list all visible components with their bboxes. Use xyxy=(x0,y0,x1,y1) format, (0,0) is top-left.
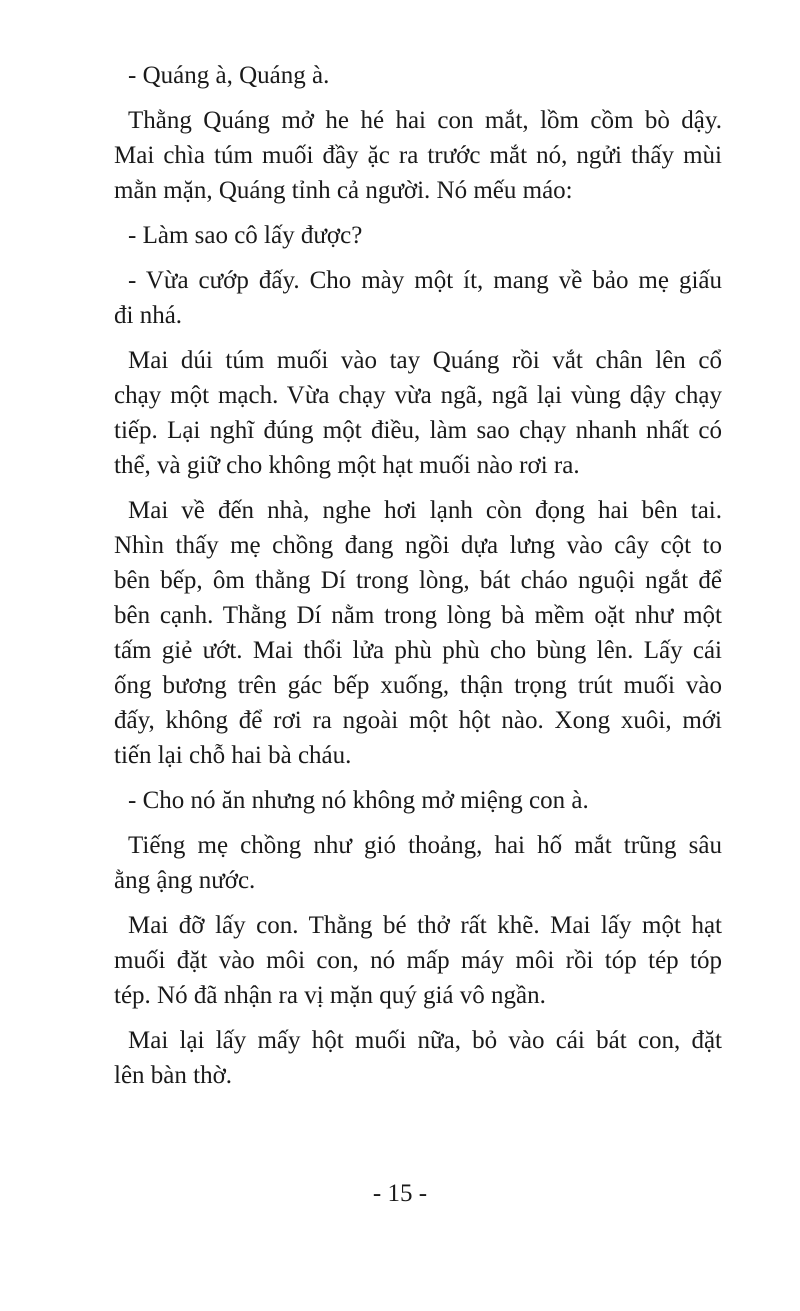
text-line: Nhìn thấy mẹ chồng đang ngồi dựa lưng vào cây cột to xyxy=(114,532,722,559)
text-line: đi nhá. xyxy=(114,302,183,329)
page-body xyxy=(114,58,722,1103)
text-line: Mai dúi túm muối vào tay Quáng rồi vắt chân lên cổ xyxy=(128,347,722,374)
text-line: tép. Nó đã nhận ra vị mặn quý giá vô ngần. xyxy=(114,982,546,1009)
text-line: Mai đỡ lấy con. Thằng bé thở rất khẽ. Mai lấy một hạt xyxy=(128,912,722,939)
text-line: Mai lại lấy mấy hột muối nữa, bỏ vào cái bát con, đặt xyxy=(128,1027,722,1054)
text-line: ằng ậng nước. xyxy=(114,867,256,894)
text-line: đấy, không để rơi ra ngoài một hột nào. Xong xuôi, mới xyxy=(114,707,722,734)
text-line: bên cạnh. Thằng Dí nằm trong lòng bà mềm oặt như một xyxy=(114,602,722,629)
text-line: - Làm sao cô lấy được? xyxy=(128,222,363,249)
text-line: chạy một mạch. Vừa chạy vừa ngã, ngã lại vùng dậy chạy xyxy=(114,382,722,409)
paragraph xyxy=(114,103,722,208)
text-line: Thằng Quáng mở he hé hai con mắt, lồm cồm bò dậy. xyxy=(128,107,722,134)
text-line: Mai về đến nhà, nghe hơi lạnh còn đọng hai bên tai. xyxy=(128,497,722,524)
paragraph xyxy=(114,908,722,1013)
text-line: tấm giẻ ướt. Mai thổi lửa phù phù cho bùng lên. Lấy cái xyxy=(114,637,722,664)
paragraph xyxy=(114,343,722,483)
text-line: mằn mặn, Quáng tỉnh cả người. Nó mếu máo: xyxy=(114,177,573,204)
text-line: lên bàn thờ. xyxy=(114,1062,233,1089)
paragraph xyxy=(114,783,722,818)
paragraph xyxy=(114,58,722,93)
text-line: ống bương trên gác bếp xuống, thận trọng trút muối vào xyxy=(114,672,722,699)
text-line: muối đặt vào môi con, nó mấp máy môi rồi tóp tép tóp xyxy=(114,947,722,974)
text-line: - Cho nó ăn nhưng nó không mở miệng con à. xyxy=(128,787,589,814)
text-line: tiến lại chỗ hai bà cháu. xyxy=(114,742,352,769)
text-line: Mai chìa túm muối đầy ặc ra trước mắt nó, ngửi thấy mùi xyxy=(114,142,722,169)
paragraph xyxy=(114,1023,722,1093)
text-line: - Quáng à, Quáng à. xyxy=(128,62,330,89)
paragraph xyxy=(114,263,722,333)
paragraph xyxy=(114,828,722,898)
text-line: tiếp. Lại nghĩ đúng một điều, làm sao chạy nhanh nhất có xyxy=(114,417,722,444)
text-line: Tiếng mẹ chồng như gió thoảng, hai hố mắt trũng sâu xyxy=(128,832,722,859)
text-line: bên bếp, ôm thằng Dí trong lòng, bát cháo nguội ngắt để xyxy=(114,567,722,594)
paragraph xyxy=(114,493,722,773)
page-number: - 15 - xyxy=(372,1180,428,1207)
text-line: thể, và giữ cho không một hạt muối nào rơi ra. xyxy=(114,452,580,479)
paragraph xyxy=(114,218,722,253)
text-line: - Vừa cướp đấy. Cho mày một ít, mang về bảo mẹ giấu xyxy=(128,267,722,294)
